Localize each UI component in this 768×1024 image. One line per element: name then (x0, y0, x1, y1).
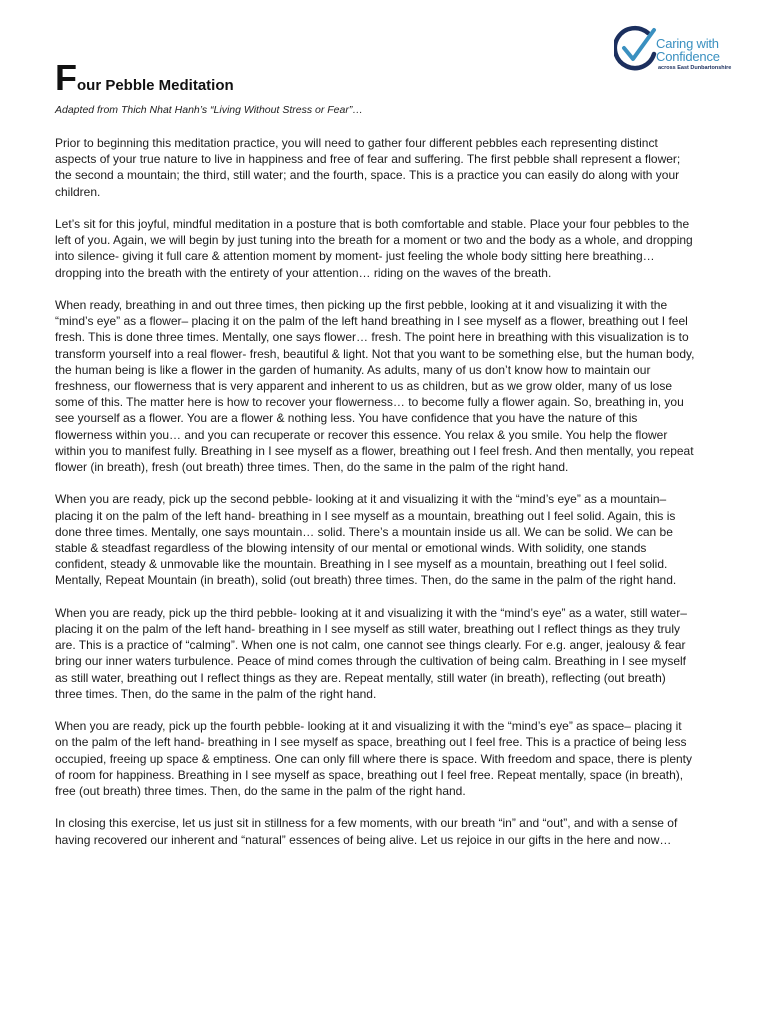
page-subtitle: Adapted from Thich Nhat Hanh’s “Living Without Stress or Fear”… (55, 104, 363, 116)
logo-text-line2: Confidence (656, 49, 720, 64)
title-rest: our Pebble Meditation (77, 77, 234, 94)
page-title (55, 57, 234, 98)
paragraph: When you are ready, pick up the second pebble- looking at it and visualizing it with the “mind’s eye” as a mountain– placing it on the palm of the left hand- breathing in I see myself as a mountain, breathing out I feel solid. Again, this is done three times. Mentally, one says mountain… solid. There’s a mountain inside us all. We can be solid. We can be stable & steadfast regardless of the blowing intensity of our mental or emotional winds. With solidity, one stands confident, steady & unmovable like the mountain. Breathing in I see myself as a mountain, breathing out I feel solid. Mentally, Repeat Mountain (in breath), solid (out breath) three times. Then, do the same in the palm of the right hand. (55, 492, 677, 588)
paragraph: When ready, breathing in and out three times, then picking up the first pebble, looking at it and visualizing it with the “mind’s eye” as a flower– placing it on the palm of the left hand breathing in I see myself as a flower, breathing out I feel fresh. This is done three times. Mentally, one says flower… fresh. The point here in breathing with this visualization is to transform yourself into a real flower- fresh, beautiful & light. Not that you want to be something else, but the human body, the human being is like a flower in the garden of humanity. As adults, many of us don’t know how to maintain our freshness, our flowerness that is very apparent and inherent to us as children, but as we grow older, many of us lose some of this. The matter here is how to recover your flowerness… to become fully a flower again. So, breathing in, you see yourself as a flower. You are a flower & nothing less. You have confidence that you have the nature of this flowerness within you… and you can recuperate or recover this essence. You relax & you smile. You help the flower within you to manifest fully. Breathing in I see myself as a flower, breathing out I feel fresh. And then mentally, you repeat flower (in breath), fresh (out breath) three times. Then, do the same in the palm of the right hand. (55, 298, 695, 475)
paragraph: When you are ready, pick up the third pebble- looking at it and visualizing it with the “mind’s eye” as a water, still water– placing it on the palm of the left hand- breathing in I see myself as still water, breathing out I reflect things as they truly are. This is a practice of “calming”. When one is not calm, one cannot see things clearly. For e.g. anger, jealousy & fear bring our inner waters turbulence. Peace of mind comes through the cultivation of being calm. Breathing in I see myself as still water, breathing out I reflect things as they are. Repeat mentally, still water (in breath), reflecting (out breath) three times. Then, do the same in the palm of the right hand. (55, 605, 687, 701)
paragraph: Let’s sit for this joyful, mindful meditation in a posture that is both comfortable and stable. Place your four pebbles to the left of you. Again, we will begin by just tuning into the breath for a moment or two and the body as a whole, and dropping into silence- giving it full care & attention moment by moment- just feeling the whole body sitting here breathing… dropping into the breath with the entirety of your attention… riding on the waves of the breath. (55, 217, 693, 280)
checkmark-circle-icon (614, 24, 658, 76)
paragraph: When you are ready, pick up the fourth pebble- looking at it and visualizing it with the “mind’s eye” as space– placing it on the palm of the left hand- breathing in I see myself as space, breathing out I feel free. This is a practice of being less occupied, freeing up space & emptiness. One can only fill where there is space. With freedom and space, there is plenty of room for happiness. Breathing in I see myself as space, breathing out I feel free. Repeat mentally, space (in breath), free (out breath) three times. Then, do the same in the palm of the right hand. (55, 719, 693, 799)
logo-text-line1: Caring with (656, 36, 719, 51)
document-body (55, 135, 695, 864)
title-drop-letter: F (55, 57, 77, 98)
logo-text-line3: across East Dunbartonshire (658, 65, 732, 71)
paragraph: In closing this exercise, let us just sit in stillness for a few moments, with our breath “in” and “out”, and with a sense of having recovered our inherent and “natural” essences of being alive. Let us rejoice in our gifts in the here and now… (55, 816, 678, 847)
paragraph: Prior to beginning this meditation practice, you will need to gather four different pebbles each representing distinct aspects of your true nature to live in happiness and free of fear and suffering. The first pebble shall represent a flower; the second a mountain; the third, still water; and the fourth, space. This is a practice you can easily do along with your children. (55, 136, 681, 199)
caring-with-confidence-logo (614, 24, 744, 78)
